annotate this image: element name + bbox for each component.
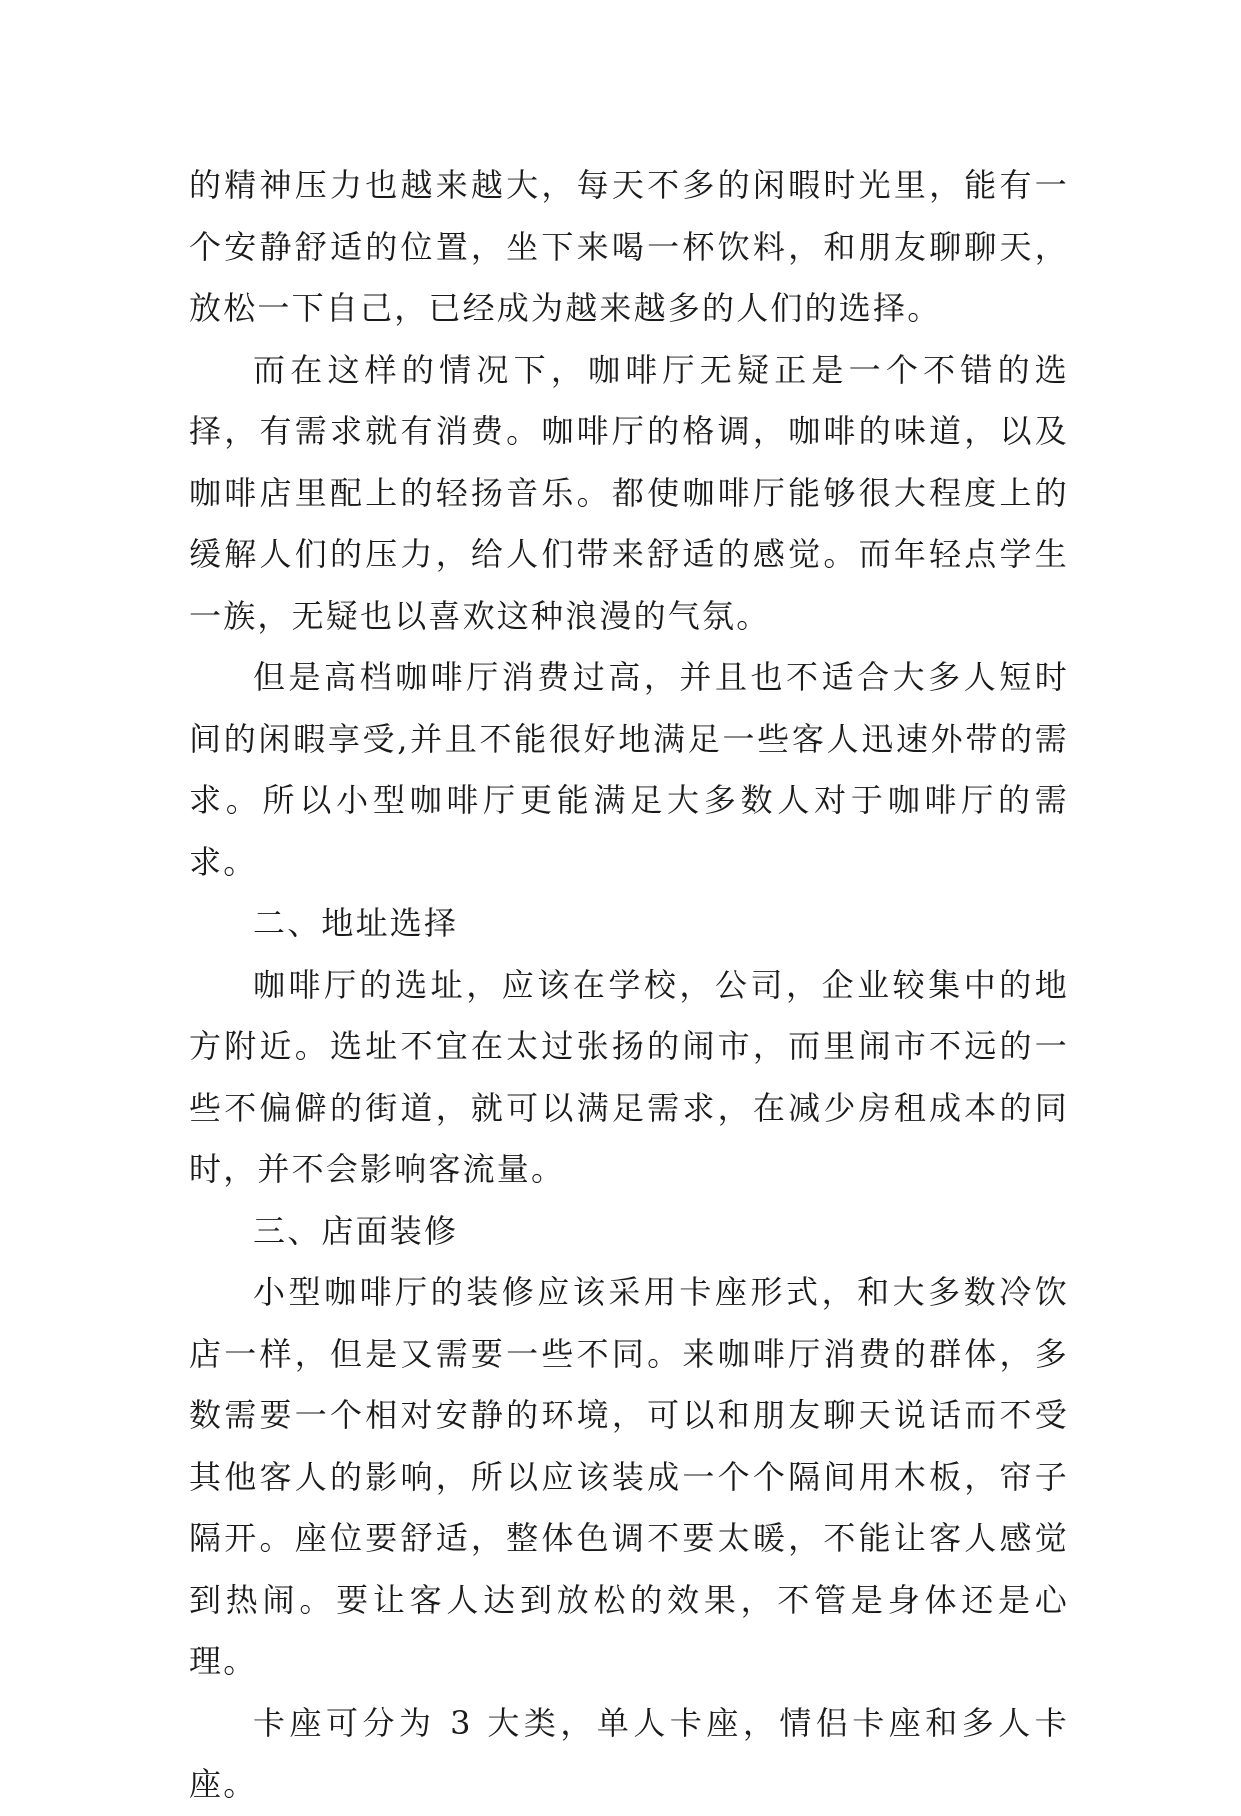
paragraph-location: 咖啡厅的选址，应该在学校，公司，企业较集中的地方附近。选址不宜在太过张扬的闹市，而里闹市不远的一些不偏僻的街道，就可以满足需求，在减少房租成本的同时，并不会影响客流量。 bbox=[189, 965, 1069, 1188]
paragraph-decoration: 小型咖啡厅的装修应该采用卡座形式，和大多数冷饮店一样，但是又需要一些不同。来咖啡厅消费的群体，多数需要一个相对安静的环境，可以和朋友聊天说话而不受其他客人的影响，所以应该装成一个个隔间用木板，帘子隔开。座位要舒适，整体色调不要太暖，不能让客人感觉到热闹。要让客人达到放松的效果，不管是身体还是心理。 bbox=[189, 1273, 1069, 1680]
paragraph-cafe-choice: 而在这样的情况下，咖啡厅无疑正是一个不错的选择，有需求就有消费。咖啡厅的格调，咖啡的味道，以及咖啡店里配上的轻扬音乐。都使咖啡厅能够很大程度上的缓解人们的压力，给人们带来舒适的感觉。而年轻点学生一族，无疑也以喜欢这种浪漫的气氛。 bbox=[189, 350, 1069, 635]
paragraph-continuation: 的精神压力也越来越大，每天不多的闲暇时光里，能有一个安静舒适的位置，坐下来喝一杯饮料，和朋友聊聊天，放松一下自己，已经成为越来越多的人们的选择。 bbox=[189, 166, 1069, 327]
paragraph-booth-types: 卡座可分为 3 大类，单人卡座，情侣卡座和多人卡座。 bbox=[189, 1703, 1069, 1803]
section-heading-location: 二、地址选择 bbox=[253, 904, 459, 942]
document-body bbox=[189, 155, 1069, 1816]
section-heading-decoration: 三、店面装修 bbox=[253, 1211, 459, 1250]
paragraph-small-cafe: 但是高档咖啡厅消费过高，并且也不适合大多人短时间的闲暇享受,并且不能很好地满足一些客人迅速外带的需求。所以小型咖啡厅更能满足大多数人对于咖啡厅的需求。 bbox=[189, 658, 1069, 881]
